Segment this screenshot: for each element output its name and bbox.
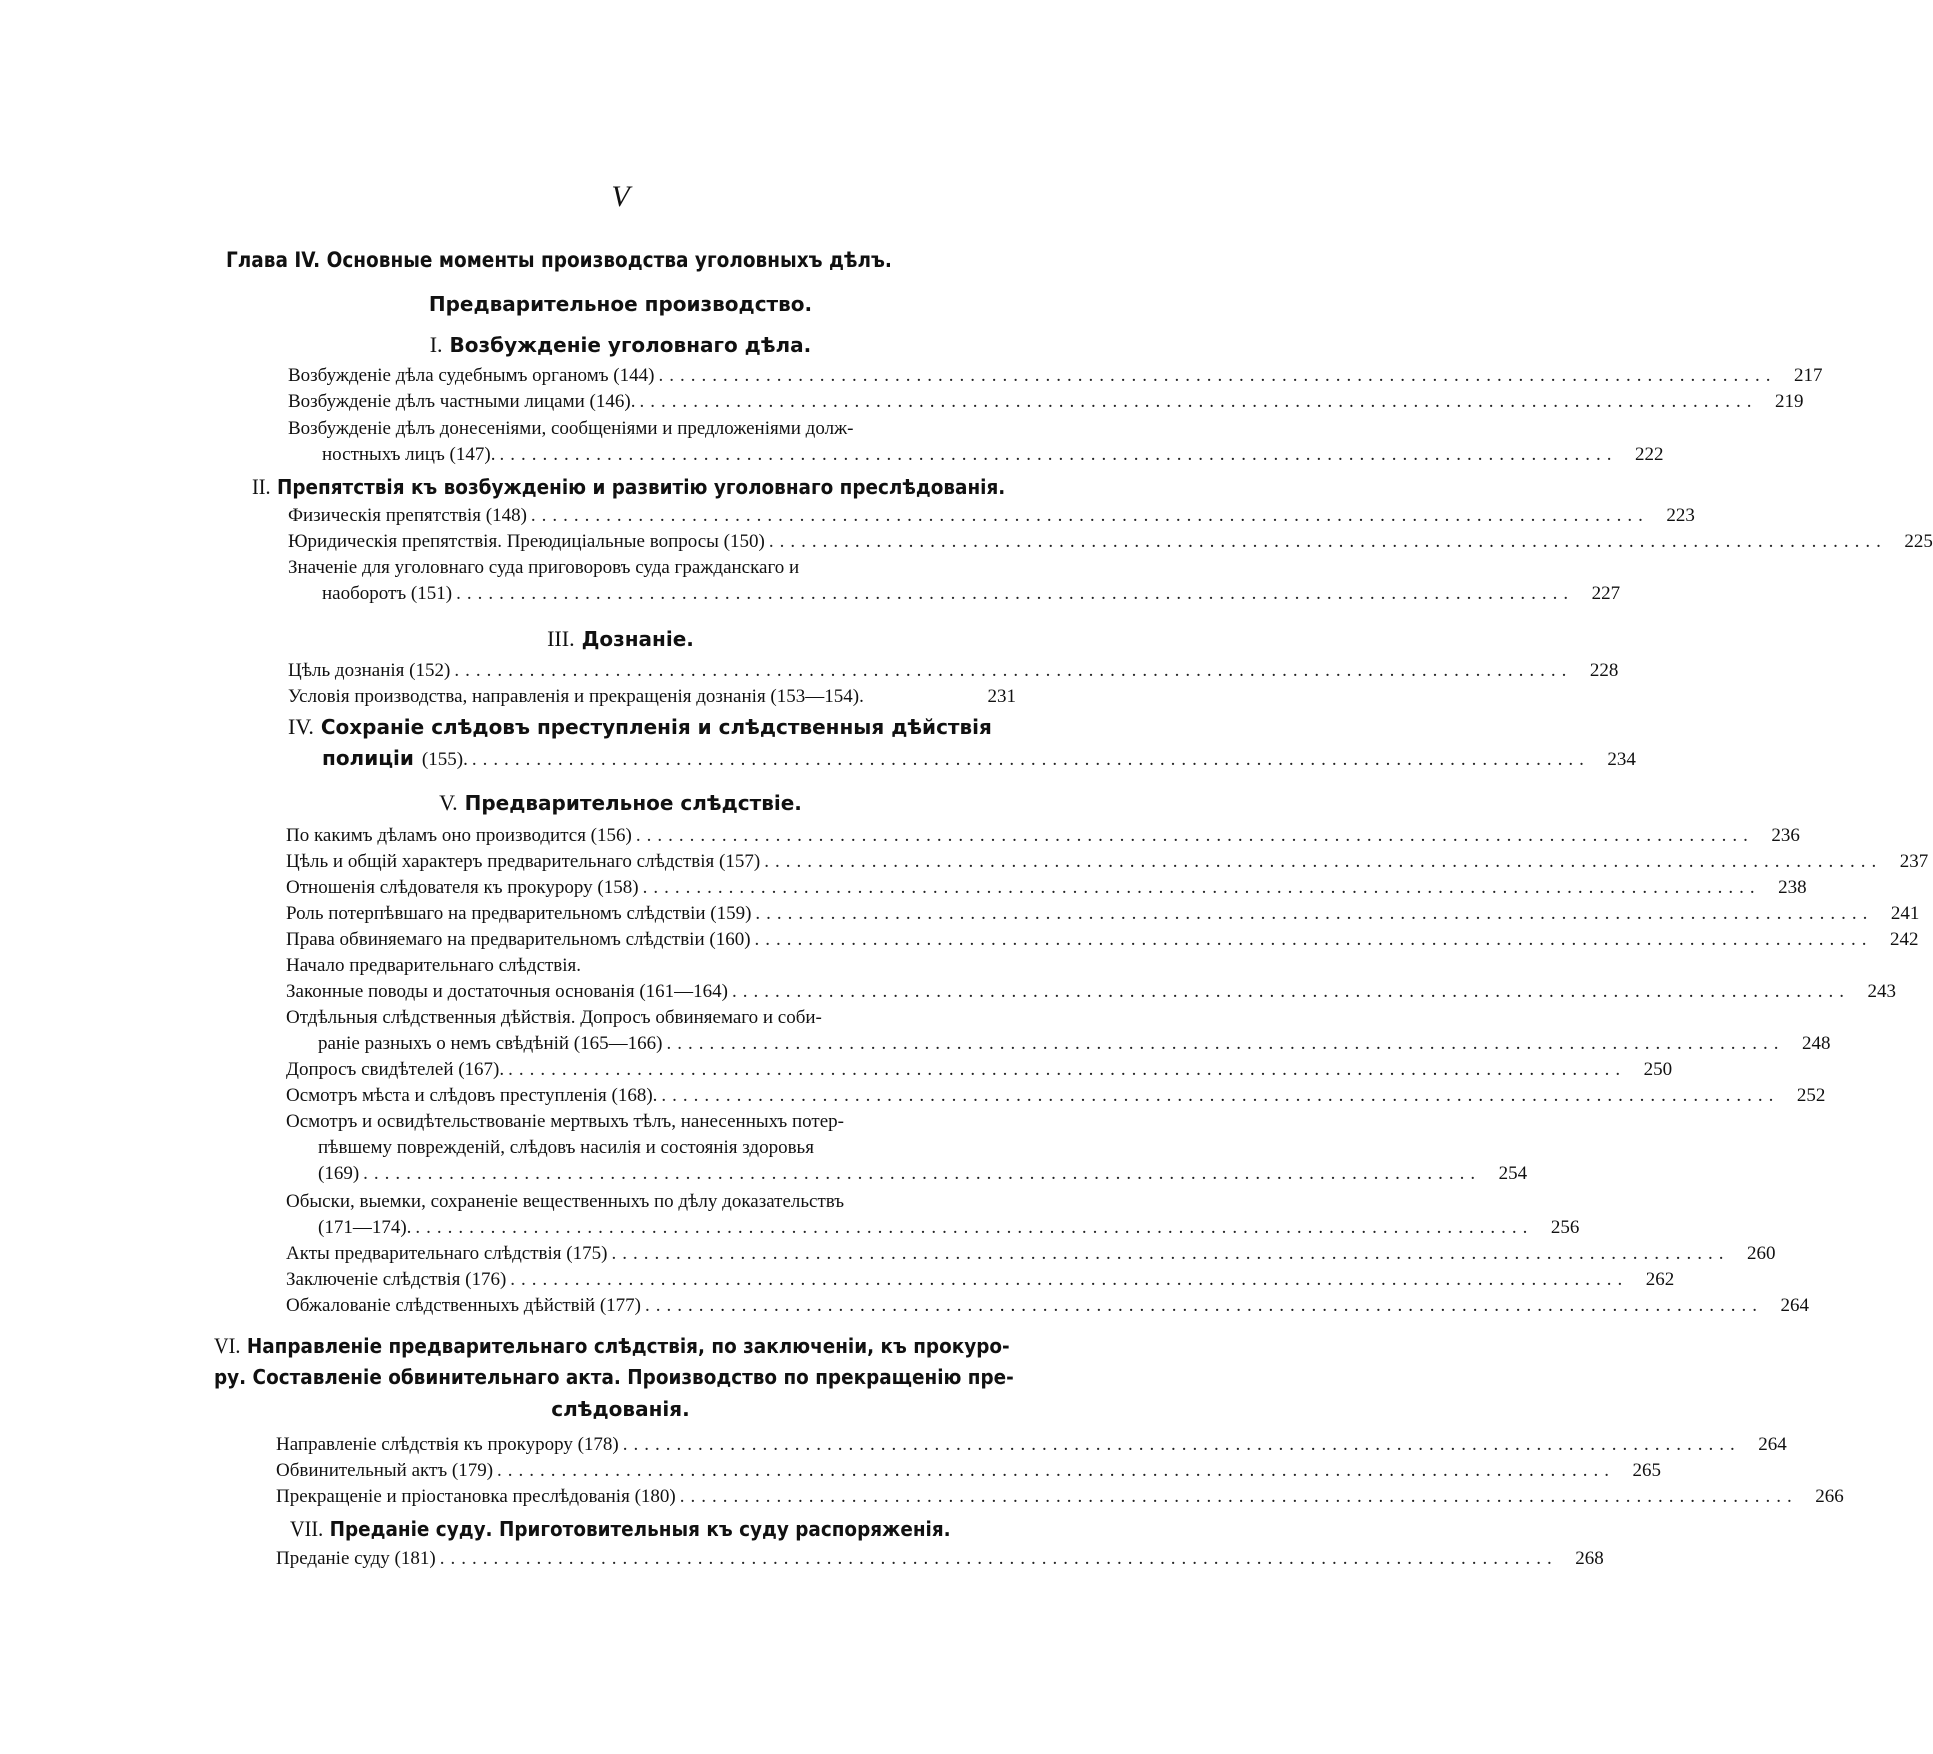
toc-entry-text: Возбужденіе дѣлъ частными лицами (146).	[288, 391, 636, 412]
toc-entry: Юридическія препятствія. Преюдиціальные вопросы (150) ........................................................................................................ 225	[288, 531, 1933, 552]
toc-entry-page: 262	[1645, 1269, 1675, 1290]
toc-entry: Возбужденіе дѣлъ частными лицами (146). ........................................................................................................ 219	[288, 391, 1804, 412]
section-numeral: I.	[429, 332, 443, 357]
section-numeral: II.	[252, 474, 271, 499]
section-title: Преданіе суду. Приготовительныя къ суду распоряженія.	[329, 1517, 951, 1541]
toc-entry-text: Цѣль дознанія (152)	[288, 660, 451, 681]
toc-entry: Физическія препятствія (148) ........................................................................................................ 223	[288, 505, 1695, 526]
section-numeral: IV.	[288, 714, 314, 739]
toc-entry: Обжалованіе слѣдственныхъ дѣйствій (177) ........................................................................................................ 264	[286, 1295, 1809, 1316]
toc-entry-line: Осмотръ и освидѣтельствованіе мертвыхъ тѣлъ, нанесенныхъ потер-	[286, 1111, 844, 1132]
toc-entry-page: 223	[1666, 505, 1695, 526]
toc-entry: наоборотъ (151) ........................................................................................................ 227	[322, 583, 1621, 604]
toc-entry-page: 250	[1643, 1059, 1673, 1080]
toc-entry: Направленіе слѣдствія къ прокурору (178) ........................................................................................................ 264	[276, 1434, 1787, 1455]
toc-entry: ностныхъ лицъ (147). ........................................................................................................ 222	[322, 444, 1664, 465]
toc-entry-page: 225	[1904, 531, 1933, 552]
toc-entry-page: 266	[1815, 1486, 1844, 1507]
toc-entry-page: 241	[1890, 903, 1920, 924]
toc-entry: Роль потерпѣвшаго на предварительномъ слѣдствіи (159) ........................................................................................................ 241	[286, 903, 1920, 924]
section-heading	[214, 1333, 1010, 1359]
chapter-title: Глава IV. Основные моменты производства уголовныхъ дѣлъ.	[226, 248, 892, 272]
toc-entry-line: Отдѣльныя слѣдственныя дѣйствія. Допросъ обвиняемаго и соби-	[286, 1007, 822, 1028]
toc-entry-text: Осмотръ мѣста и слѣдовъ преступленія (168).	[286, 1085, 658, 1106]
toc-entry: Законные поводы и достаточныя основанія (161—164) ........................................................................................................ 243	[286, 981, 1896, 1002]
toc-entry: Обвинительный актъ (179) ........................................................................................................ 265	[276, 1460, 1662, 1481]
page-number: V	[611, 180, 630, 213]
toc-entry-text: Цѣль и общій характеръ предварительнаго слѣдствія (157)	[286, 851, 761, 872]
toc-entry-page: 242	[1890, 929, 1919, 950]
toc-entry-page: 248	[1801, 1033, 1831, 1054]
toc-entry-text: (155).	[421, 749, 468, 770]
toc-entry-page: 254	[1498, 1163, 1528, 1184]
toc-entry: Преданіе суду (181) ........................................................................................................ 268	[276, 1548, 1604, 1569]
toc-entry-line: Возбужденіе дѣлъ донесеніями, сообщеніями и предложеніями долж-	[288, 418, 854, 439]
toc-entry: (171—174). ........................................................................................................ 256	[318, 1217, 1580, 1238]
section-heading	[0, 790, 1241, 816]
toc-entry: Осмотръ мѣста и слѣдовъ преступленія (168). ........................................................................................................ 252	[286, 1085, 1826, 1106]
toc-entry-page: 238	[1778, 877, 1807, 898]
toc-entry-text: ностныхъ лицъ (147).	[322, 444, 496, 465]
toc-entry-page: 256	[1550, 1217, 1580, 1238]
section-heading	[252, 474, 1005, 500]
toc-entry: раніе разныхъ о немъ свѣдѣній (165—166) ........................................................................................................ 248	[318, 1033, 1831, 1054]
toc-entry-text: Законные поводы и достаточныя основанія (161—164)	[286, 981, 728, 1002]
toc-entry-line: Обыски, выемки, сохраненіе вещественныхъ по дѣлу доказательствъ	[286, 1191, 845, 1212]
section-title-line: слѣдованія.	[551, 1397, 690, 1421]
toc-entry-text: Заключеніе слѣдствія (176)	[286, 1269, 507, 1290]
toc-entry-text: Обвинительный актъ (179)	[276, 1460, 494, 1481]
toc-entry-page: 237	[1899, 851, 1929, 872]
toc-entry-text: Направленіе слѣдствія къ прокурору (178)	[276, 1434, 619, 1455]
toc-entry-page: 236	[1771, 825, 1800, 846]
toc-entry-text: Допросъ свидѣтелей (167).	[286, 1059, 505, 1080]
toc-entry-page: 264	[1780, 1295, 1809, 1316]
toc-entry-text: По какимъ дѣламъ оно производится (156)	[286, 825, 632, 846]
toc-entry-page: 260	[1746, 1243, 1776, 1264]
toc-entry: Заключеніе слѣдствія (176) ........................................................................................................ 262	[286, 1269, 1675, 1290]
toc-entry-text: (169)	[318, 1163, 360, 1184]
toc-entry-page: 231	[987, 686, 1016, 707]
toc-entry-text: наоборотъ (151)	[322, 583, 453, 604]
toc-entry-text: Прекращеніе и пріостановка преслѣдованія (180)	[276, 1486, 676, 1507]
section-heading	[290, 1516, 951, 1542]
section-heading	[0, 332, 1241, 358]
toc-entry: Прекращеніе и пріостановка преслѣдованія (180) ........................................................................................................ 266	[276, 1486, 1844, 1507]
toc-entry: Возбужденіе дѣла судебнымъ органомъ (144) ........................................................................................................ 217	[288, 365, 1823, 386]
toc-entry-text: Права обвиняемаго на предварительномъ слѣдствіи (160)	[286, 929, 751, 950]
section-numeral: III.	[547, 626, 575, 651]
toc-subheading: Начало предварительнаго слѣдствія.	[286, 955, 582, 976]
toc-entry-text: Акты предварительнаго слѣдствія (175)	[286, 1243, 608, 1264]
toc-entry: Цѣль дознанія (152) ........................................................................................................ 228	[288, 660, 1619, 681]
toc-entry: (169) ........................................................................................................ 254	[318, 1163, 1528, 1184]
toc-entry: По какимъ дѣламъ оно производится (156) ........................................................................................................ 236	[286, 825, 1800, 846]
toc-entry-page: 222	[1634, 444, 1664, 465]
toc-entry-page: 264	[1758, 1434, 1787, 1455]
section-numeral: VI.	[214, 1333, 241, 1358]
toc-entry-text: Обжалованіе слѣдственныхъ дѣйствій (177)	[286, 1295, 641, 1316]
toc-entry-page: 219	[1774, 391, 1804, 412]
toc-entry-page: 252	[1796, 1085, 1826, 1106]
toc-entry-page: 265	[1632, 1460, 1662, 1481]
section-title: полиціи	[322, 746, 414, 770]
toc-entry-text: Возбужденіе дѣла судебнымъ органомъ (144)	[288, 365, 655, 386]
toc-entry: Цѣль и общій характеръ предварительнаго слѣдствія (157) ........................................................................................................ 237	[286, 851, 1929, 872]
section-numeral: VII.	[290, 1516, 324, 1541]
section-heading	[0, 626, 1241, 652]
toc-entry-text: Преданіе суду (181)	[276, 1548, 436, 1569]
toc-entry-page: 268	[1575, 1548, 1604, 1569]
toc-entry	[288, 686, 1016, 712]
toc-entry-page: 217	[1793, 365, 1823, 386]
toc-entry: Допросъ свидѣтелей (167). ........................................................................................................ 250	[286, 1059, 1673, 1080]
section-numeral: V.	[439, 790, 458, 815]
toc-entry: Права обвиняемаго на предварительномъ слѣдствіи (160) ........................................................................................................ 242	[286, 929, 1919, 950]
toc-entry-text: Физическія препятствія (148)	[288, 505, 527, 526]
toc-entry: Акты предварительнаго слѣдствія (175) ........................................................................................................ 260	[286, 1243, 1776, 1264]
chapter-subtitle: Предварительное производство.	[428, 292, 813, 316]
section-heading	[288, 714, 992, 740]
toc-entry-page: 227	[1591, 583, 1621, 604]
toc-entry-text: Роль потерпѣвшаго на предварительномъ слѣдствіи (159)	[286, 903, 752, 924]
section-title: Дознаніе.	[581, 627, 694, 651]
section-title: Направленіе предварительнаго слѣдствія, по заключеніи, къ прокуро-	[246, 1334, 1010, 1358]
section-title: Возбужденіе уголовнаго дѣла.	[449, 333, 812, 357]
section-title: Препятствія къ возбужденію и развитію уголовнаго преслѣдованія.	[276, 475, 1006, 499]
toc-entry-page: 234	[1607, 749, 1636, 770]
toc-entry-text: Юридическія препятствія. Преюдиціальные вопросы (150)	[288, 531, 765, 552]
toc-entry: полиціи (155). ........................................................................................................ 234	[322, 746, 1636, 770]
toc-entry-page: 243	[1867, 981, 1896, 1002]
toc-entry-line: пѣвшему поврежденій, слѣдовъ насилія и состоянія здоровья	[318, 1137, 814, 1158]
section-title: Предварительное слѣдствіе.	[464, 791, 802, 815]
section-title-line: ру. Составленіе обвинительнаго акта. Производство по прекращенію пре-	[214, 1365, 1014, 1389]
toc-entry-text: Условія производства, направленія и прекращенія дознанія (153—154).	[288, 686, 864, 707]
toc-entry-text: Отношенія слѣдователя къ прокурору (158)	[286, 877, 639, 898]
toc-entry-line: Значеніе для уголовнаго суда приговоровъ суда гражданскаго и	[288, 557, 800, 578]
section-title: Сохраніе слѣдовъ преступленія и слѣдственныя дѣйствія	[320, 715, 992, 739]
toc-entry: Отношенія слѣдователя къ прокурору (158) ........................................................................................................ 238	[286, 877, 1807, 898]
toc-entry-text: раніе разныхъ о немъ свѣдѣній (165—166)	[318, 1033, 663, 1054]
toc-entry-page: 228	[1589, 660, 1619, 681]
toc-entry-text: (171—174).	[318, 1217, 412, 1238]
